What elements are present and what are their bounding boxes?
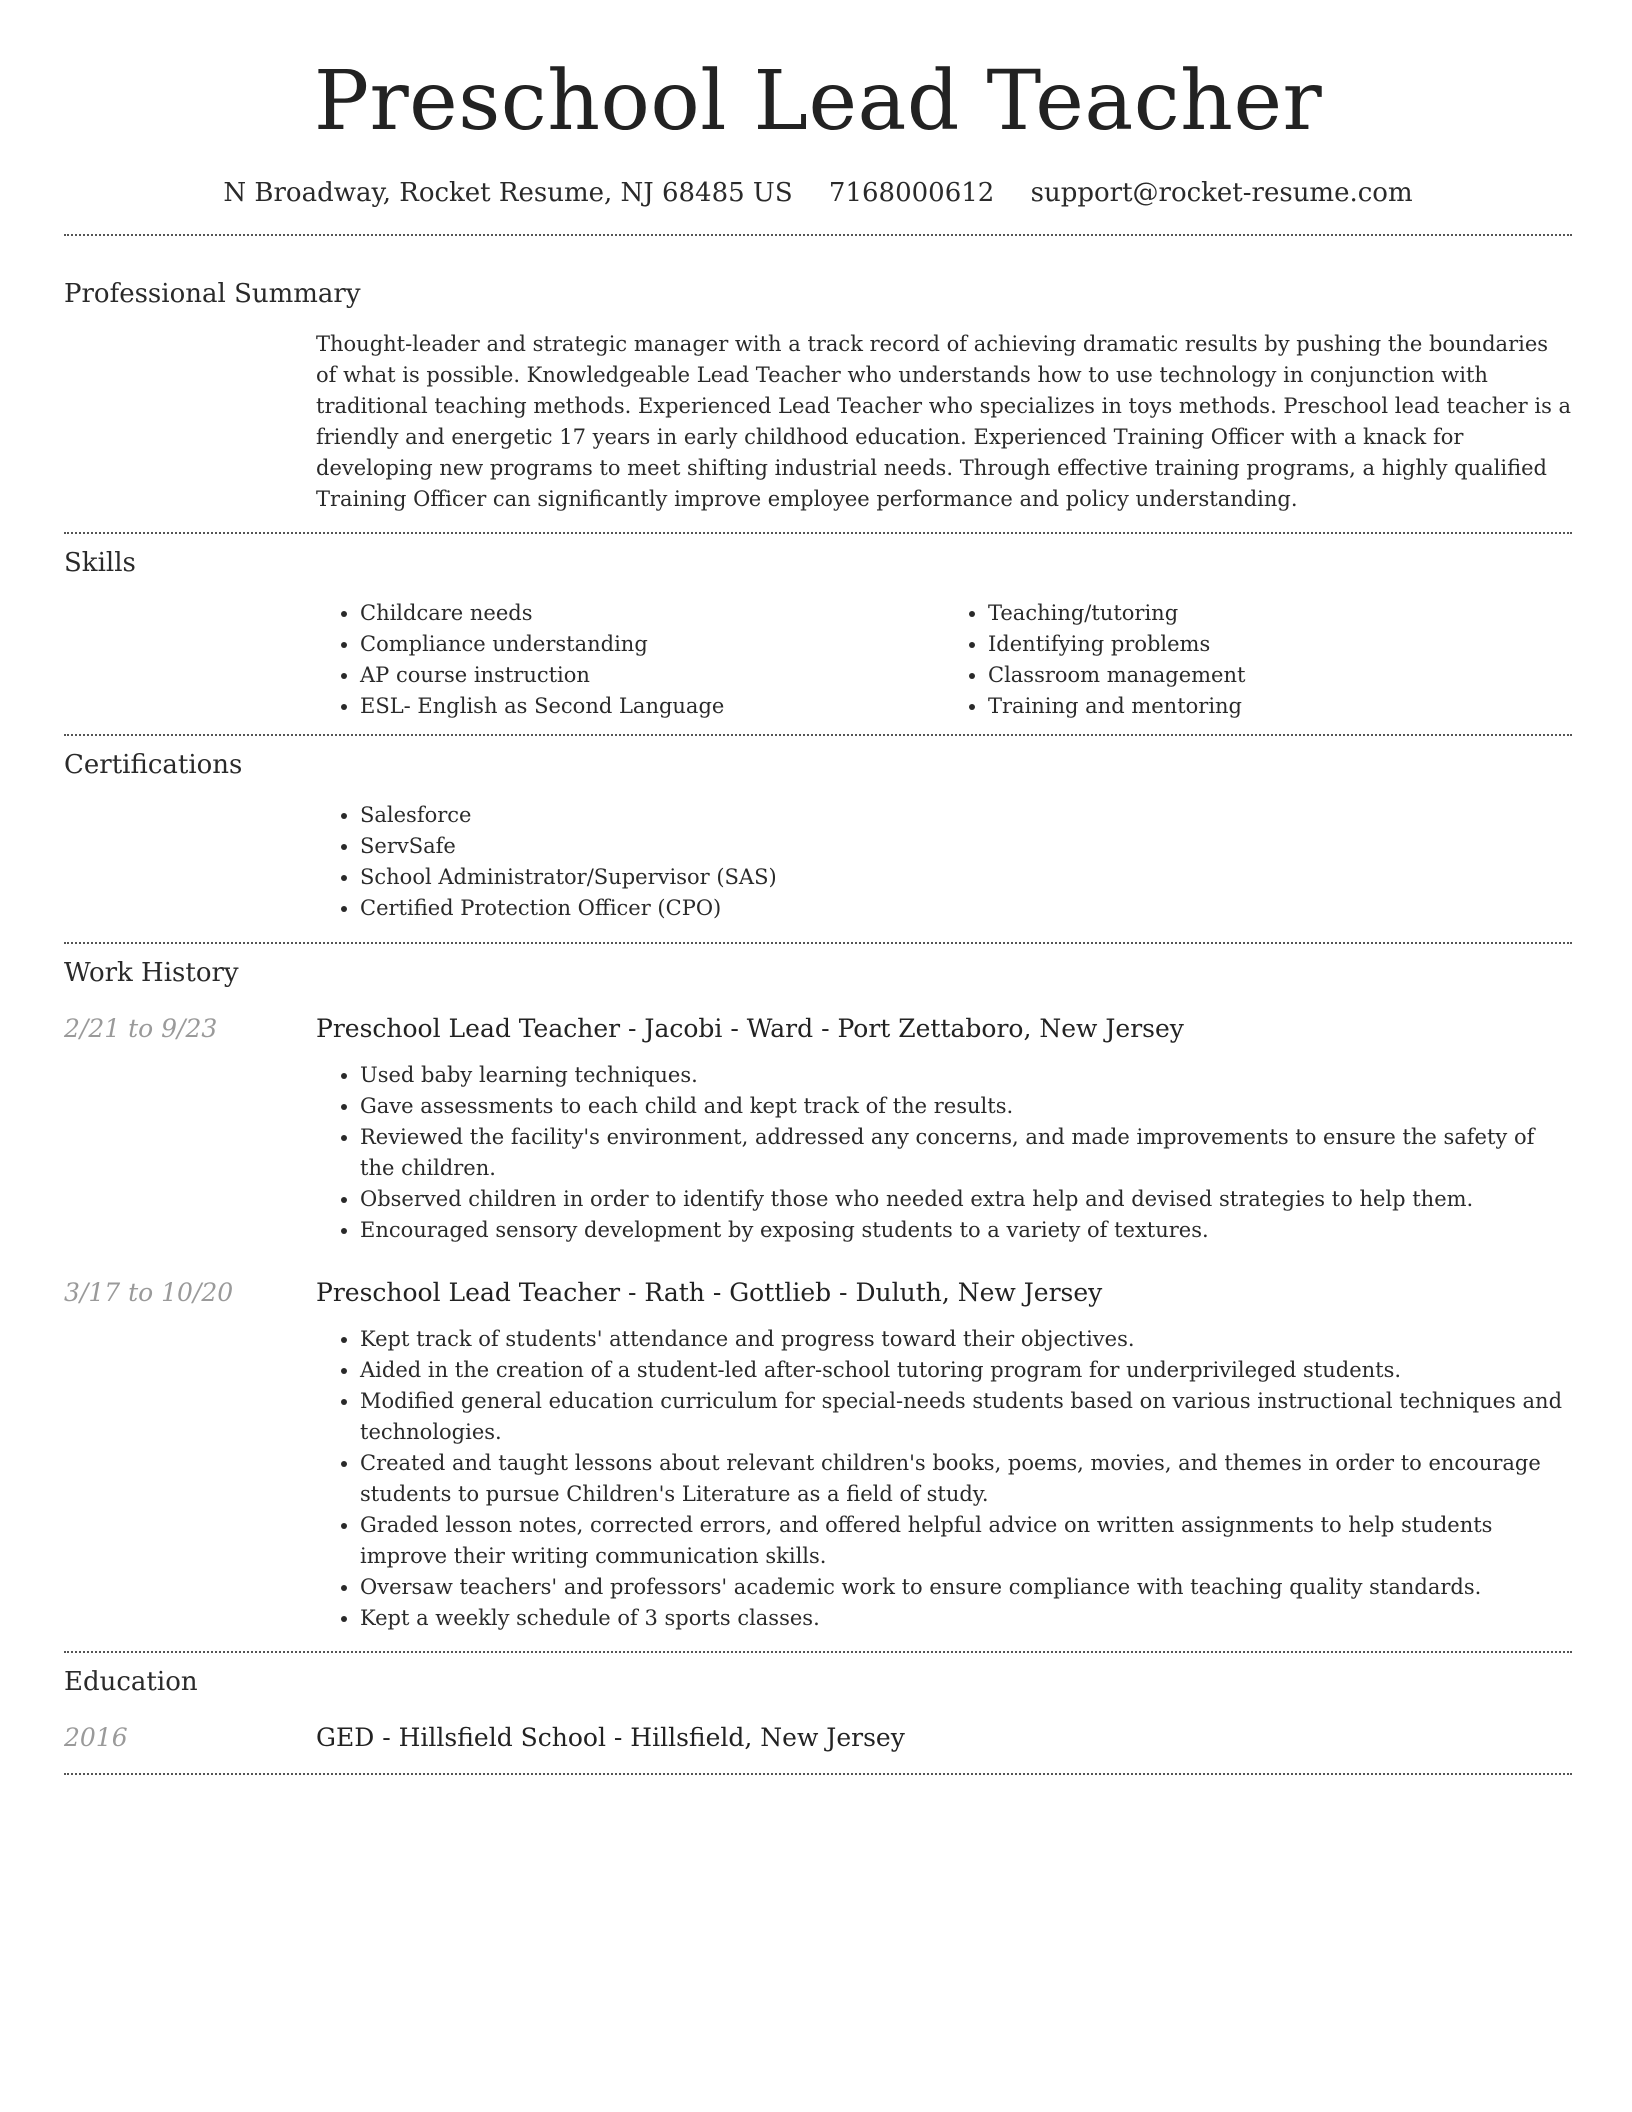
- work-bullet: • Encouraged sensory development by exposing students to a variety of textures.: [360, 1215, 1572, 1246]
- work-bullet: • Gave assessments to each child and kept track of the results.: [360, 1091, 1572, 1122]
- skills-list-right: [944, 598, 1572, 722]
- section-divider: [64, 1651, 1572, 1653]
- work-bullet: • Reviewed the facility's environment, addressed any concerns, and made improvements to ensure the safety of the children.: [360, 1122, 1572, 1184]
- education-heading: Education: [64, 1667, 198, 1697]
- work-bullet: • Kept track of students' attendance and progress toward their objectives.: [360, 1324, 1572, 1355]
- work-entry: [64, 1012, 1572, 1246]
- certifications-heading: Certifications: [64, 750, 243, 780]
- work-entry-title: Preschool Lead Teacher - Jacobi - Ward - Port Zettaboro, New Jersey: [316, 1014, 1184, 1043]
- work-history-heading: Work History: [64, 958, 239, 988]
- work-bullet: • Used baby learning techniques.: [360, 1060, 1572, 1091]
- skill-item: • Compliance understanding: [360, 629, 944, 660]
- skills-section: [64, 546, 1572, 722]
- section-divider: [64, 532, 1572, 534]
- resume-page: [64, 0, 1572, 1775]
- work-entry-bullets: [316, 1060, 1572, 1246]
- work-bullet: • Created and taught lessons about relevant children's books, poems, movies, and themes in order to encourage students to pursue Children's Literature as a field of study.: [360, 1448, 1572, 1510]
- skill-item: • Classroom management: [988, 660, 1572, 691]
- certifications-list: [316, 800, 1572, 924]
- skill-item: • Teaching/tutoring: [988, 598, 1572, 629]
- certifications-section: [64, 748, 1572, 924]
- certification-item: • ServSafe: [360, 831, 1572, 862]
- summary-section: [64, 277, 1572, 515]
- work-bullet: • Graded lesson notes, corrected errors, and offered helpful advice on written assignments to help students improve their writing communication skills.: [360, 1510, 1572, 1572]
- contact-email: support@rocket-resume.com: [1030, 178, 1413, 208]
- summary-heading: Professional Summary: [64, 279, 361, 309]
- skills-list-left: [316, 598, 944, 722]
- candidate-name: Preschool Lead Teacher: [313, 54, 1323, 149]
- work-entry-bullets: [316, 1324, 1572, 1634]
- skill-item: • Identifying problems: [988, 629, 1572, 660]
- education-entry: [64, 1721, 1572, 1755]
- contact-line: [64, 176, 1572, 210]
- education-entry-title: GED - Hillsfield School - Hillsfield, New Jersey: [316, 1723, 905, 1752]
- skill-item: • ESL- English as Second Language: [360, 691, 944, 722]
- skill-item: • Childcare needs: [360, 598, 944, 629]
- contact-address: N Broadway, Rocket Resume, NJ 68485 US: [223, 178, 793, 208]
- certification-item: • Salesforce: [360, 800, 1572, 831]
- certification-item: • Certified Protection Officer (CPO): [360, 893, 1572, 924]
- certification-item: • School Administrator/Supervisor (SAS): [360, 862, 1572, 893]
- skill-item: • Training and mentoring: [988, 691, 1572, 722]
- work-bullet: • Kept a weekly schedule of 3 sports classes.: [360, 1603, 1572, 1634]
- section-divider: [64, 734, 1572, 736]
- work-entry-date: 2/21 to 9/23: [64, 1014, 218, 1043]
- work-bullet: • Modified general education curriculum for special-needs students based on various instructional techniques and technologies.: [360, 1386, 1572, 1448]
- contact-phone: 7168000612: [828, 178, 995, 208]
- skills-grid: [316, 598, 1572, 722]
- section-divider: [64, 234, 1572, 236]
- work-bullet: • Observed children in order to identify those who needed extra help and devised strategies to help them.: [360, 1184, 1572, 1215]
- section-divider: [64, 1773, 1572, 1775]
- education-section: [64, 1665, 1572, 1755]
- education-entry-date: 2016: [64, 1723, 128, 1752]
- work-entry-date: 3/17 to 10/20: [64, 1278, 234, 1307]
- work-bullet: • Oversaw teachers' and professors' academic work to ensure compliance with teaching quality standards.: [360, 1572, 1572, 1603]
- summary-text: Thought-leader and strategic manager with a track record of achieving dramatic results by pushing the boundaries of what is possible. Knowledgeable Lead Teacher who understands how to use technology in conjunction with traditional teaching methods. Experienced Lead Teacher who specializes in toys methods. Preschool lead teacher is a friendly and energetic 17 years in early childhood education. Experienced Training Officer with a knack for developing new programs to meet shifting industrial needs. Through effective training programs, a highly qualified Training Officer can significantly improve employee performance and policy understanding.: [316, 332, 1572, 511]
- work-history-section: [64, 956, 1572, 1634]
- work-entry: [64, 1276, 1572, 1634]
- work-entry-title: Preschool Lead Teacher - Rath - Gottlieb - Duluth, New Jersey: [316, 1278, 1103, 1307]
- skill-item: • AP course instruction: [360, 660, 944, 691]
- work-bullet: • Aided in the creation of a student-led after-school tutoring program for underprivileged students.: [360, 1355, 1572, 1386]
- section-divider: [64, 942, 1572, 944]
- skills-heading: Skills: [64, 548, 136, 578]
